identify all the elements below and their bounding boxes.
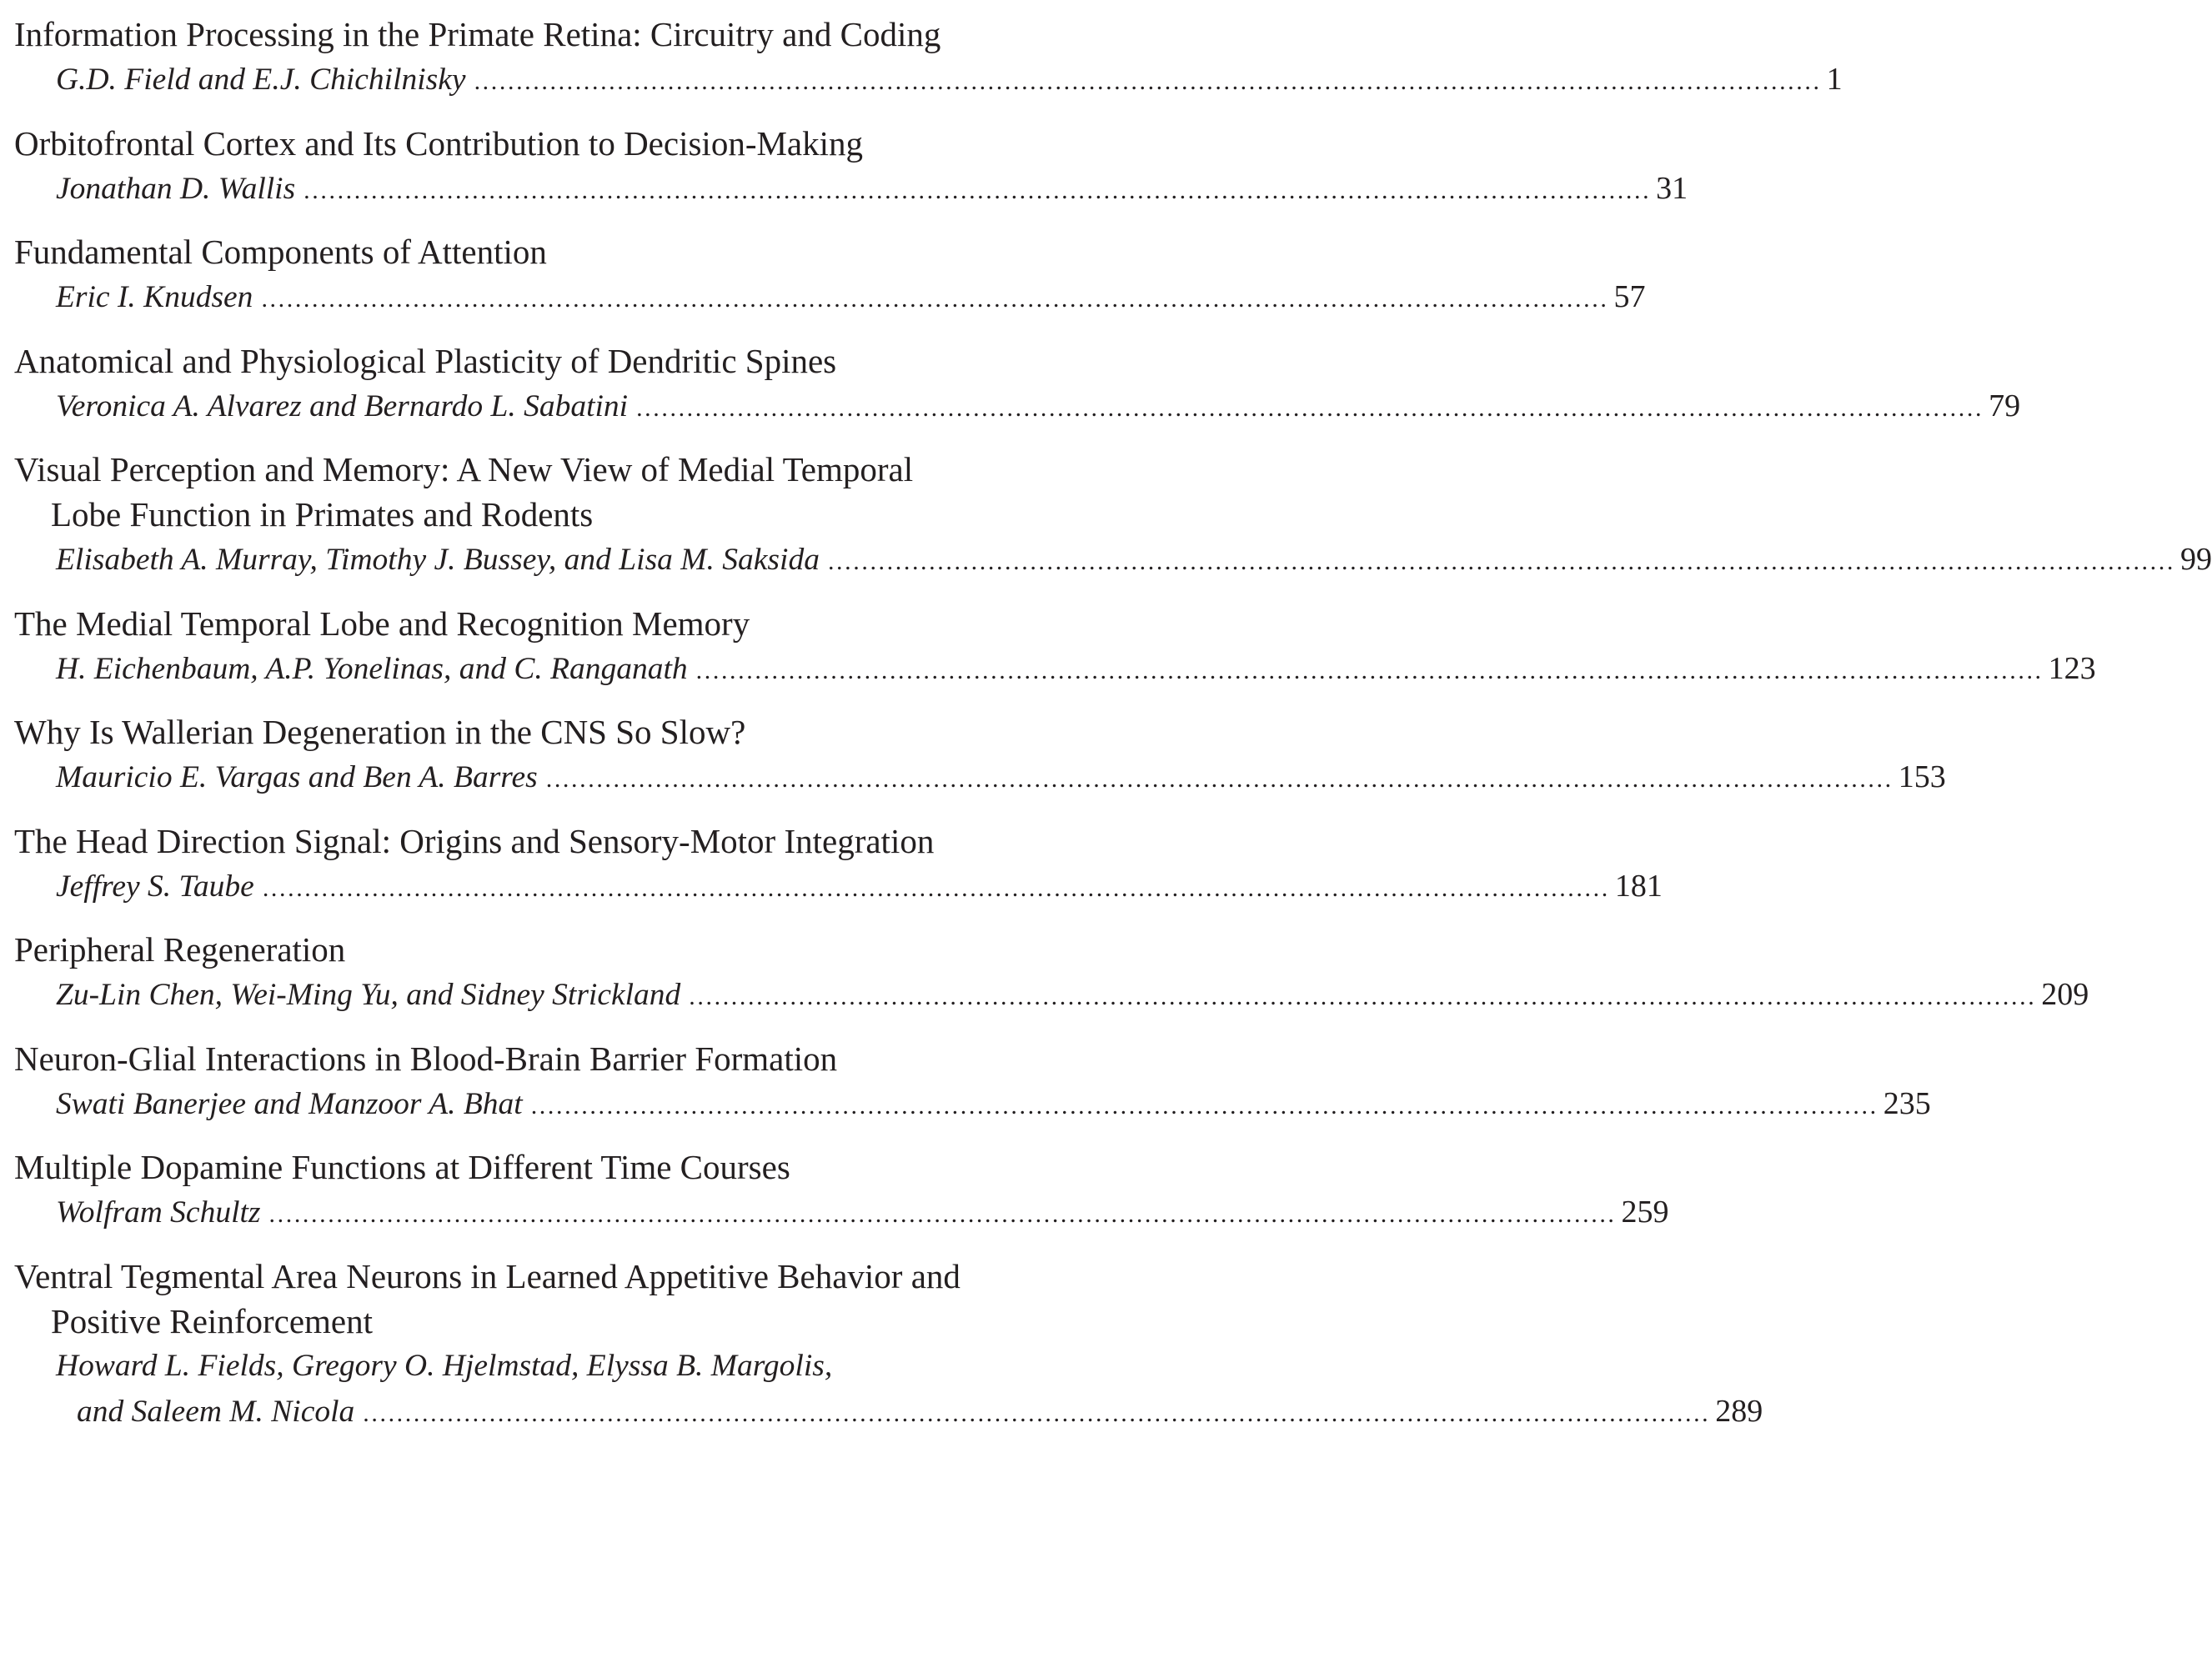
article-title[interactable]: Anatomical and Physiological Plasticity of Dendritic Spines xyxy=(14,341,837,380)
article-authors: Jeffrey S. Taube xyxy=(56,869,254,904)
article-authors: Wolfram Schultz xyxy=(56,1195,261,1230)
table-of-contents xyxy=(14,12,2212,1452)
page-number[interactable]: 31 xyxy=(1656,170,1688,206)
page-number[interactable]: 79 xyxy=(1989,388,2021,423)
author-line xyxy=(14,646,2096,694)
article-authors: Swati Banerjee and Manzoor A. Bhat xyxy=(56,1086,523,1121)
dot-leader: ................................................................................................................................................................ xyxy=(689,983,2037,1010)
page-number[interactable]: 57 xyxy=(1613,279,1646,314)
author-line xyxy=(14,274,1646,322)
toc-entry[interactable] xyxy=(14,819,1663,911)
article-authors: Elisabeth A. Murray, Timothy J. Bussey, and Lisa M. Saksida xyxy=(56,543,820,577)
toc-entry[interactable] xyxy=(14,229,1646,322)
article-title[interactable]: Fundamental Components of Attention xyxy=(14,233,547,271)
toc-entry[interactable] xyxy=(14,1036,1931,1129)
article-authors: Veronica A. Alvarez and Bernardo L. Sabatini xyxy=(56,388,629,423)
article-title[interactable]: Peripheral Regeneration xyxy=(14,930,346,969)
dot-leader: ................................................................................................................................................................ xyxy=(363,1399,1711,1427)
dot-leader: ................................................................................................................................................................ xyxy=(545,765,1893,793)
dot-leader: ................................................................................................................................................................ xyxy=(268,1200,1617,1228)
author-line xyxy=(14,1081,1931,1129)
article-authors: Eric I. Knudsen xyxy=(56,280,253,314)
article-title[interactable]: Why Is Wallerian Degeneration in the CNS So Slow? xyxy=(14,713,746,751)
dot-leader: ................................................................................................................................................................ xyxy=(827,548,2175,575)
author-line xyxy=(14,864,1663,911)
article-title[interactable]: The Medial Temporal Lobe and Recognition Memory xyxy=(14,604,750,643)
toc-entry[interactable] xyxy=(14,927,2089,1019)
article-authors: H. Eichenbaum, A.P. Yonelinas, and C. Ranganath xyxy=(56,651,688,686)
article-title[interactable]: Information Processing in the Primate Retina: Circuitry and Coding xyxy=(14,15,941,53)
article-authors: Jonathan D. Wallis xyxy=(56,171,296,206)
dot-leader: ................................................................................................................................................................ xyxy=(530,1091,1878,1120)
toc-entry[interactable] xyxy=(14,338,2021,431)
dot-leader: ................................................................................................................................................................ xyxy=(695,656,2044,684)
toc-entry[interactable] xyxy=(14,1145,1669,1237)
page-number[interactable]: 181 xyxy=(1614,868,1663,904)
author-line xyxy=(14,972,2089,1019)
author-line xyxy=(14,383,2021,431)
dot-leader: ................................................................................................................................................................ xyxy=(474,68,1822,95)
dot-leader: ................................................................................................................................................................ xyxy=(303,176,1652,204)
article-title-line-2[interactable]: Positive Reinforcement xyxy=(51,1301,373,1340)
page-number[interactable]: 209 xyxy=(2041,977,2089,1012)
author-line xyxy=(14,1190,1669,1237)
article-title[interactable]: Multiple Dopamine Functions at Different Time Courses xyxy=(14,1148,790,1186)
article-authors: G.D. Field and E.J. Chichilnisky xyxy=(56,63,466,97)
article-authors-line-1: Howard L. Fields, Gregory O. Hjelmstad, Elyssa B. Margolis, xyxy=(56,1348,833,1383)
author-line xyxy=(14,537,2212,584)
toc-entry[interactable] xyxy=(14,121,1688,213)
article-title[interactable]: Neuron-Glial Interactions in Blood-Brain Barrier Formation xyxy=(14,1039,838,1078)
article-title-line-2[interactable]: Lobe Function in Primates and Rodents xyxy=(51,495,594,533)
page-number[interactable]: 289 xyxy=(1715,1393,1763,1429)
article-title[interactable]: Orbitofrontal Cortex and Its Contribution to Decision-Making xyxy=(14,123,864,163)
article-authors-line-2: and Saleem M. Nicola xyxy=(77,1394,355,1429)
page-number[interactable]: 99 xyxy=(2179,542,2212,577)
article-authors: Mauricio E. Vargas and Ben A. Barres xyxy=(56,760,538,794)
dot-leader: ................................................................................................................................................................ xyxy=(636,393,1984,422)
page-number[interactable]: 153 xyxy=(1898,759,1946,794)
toc-entry[interactable] xyxy=(14,447,2212,584)
article-title[interactable]: The Head Direction Signal: Origins and Sensory-Motor Integration xyxy=(14,821,935,860)
toc-entry[interactable] xyxy=(14,601,2096,694)
page-number[interactable]: 123 xyxy=(2048,650,2096,686)
toc-entry[interactable] xyxy=(14,12,1843,104)
article-authors: Zu-Lin Chen, Wei-Ming Yu, and Sidney Strickland xyxy=(56,978,681,1012)
page-number[interactable]: 259 xyxy=(1621,1195,1669,1230)
article-title-line-1[interactable]: Visual Perception and Memory: A New View of Medial Temporal xyxy=(14,450,914,488)
toc-entry[interactable] xyxy=(14,1254,1763,1436)
dot-leader: ................................................................................................................................................................ xyxy=(262,874,1610,902)
page-number[interactable]: 235 xyxy=(1883,1085,1931,1121)
page-number[interactable]: 1 xyxy=(1826,62,1843,97)
article-title-line-1[interactable]: Ventral Tegmental Area Neurons in Learned Appetitive Behavior and xyxy=(14,1256,961,1295)
toc-entry[interactable] xyxy=(14,709,1946,802)
author-line xyxy=(14,57,1843,104)
author-line xyxy=(14,166,1688,213)
author-line xyxy=(14,754,1946,802)
author-line xyxy=(14,1389,1763,1436)
dot-leader: ................................................................................................................................................................ xyxy=(261,285,1609,313)
